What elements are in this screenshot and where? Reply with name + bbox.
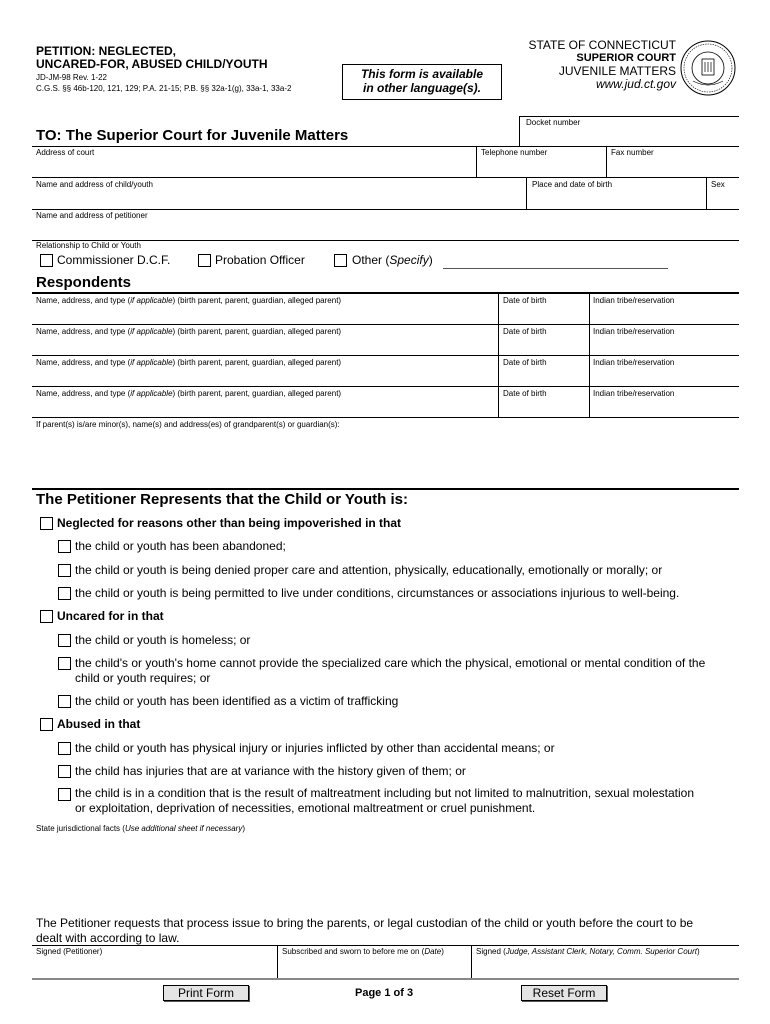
trafficking-label: the child or youth has been identified as a victim of trafficking (75, 694, 399, 708)
commissioner-dcf-checkbox[interactable] (40, 254, 53, 267)
docket-number-field[interactable] (522, 130, 736, 145)
telephone-label: Telephone number (481, 148, 548, 157)
respondent-dob-field[interactable] (500, 337, 586, 354)
subscribed-date-field[interactable] (280, 958, 468, 976)
print-form-button[interactable]: Print Form (163, 985, 249, 1001)
request-text-line2: dealt with according to law. (36, 931, 180, 945)
probation-officer-checkbox[interactable] (198, 254, 211, 267)
physical-injury-checkbox[interactable] (58, 742, 71, 755)
other-relationship-checkbox[interactable] (334, 254, 347, 267)
form-title-line2: UNCARED-FOR, ABUSED CHILD/YOUTH (36, 57, 268, 71)
commissioner-dcf-label: Commissioner D.C.F. (57, 253, 171, 267)
place-date-birth-field[interactable] (529, 190, 703, 208)
court-name: SUPERIOR COURT (576, 52, 676, 64)
maltreatment-label-line2: or exploitation, deprivation of necessities, emotional maltreatment or cruel punishment. (75, 801, 536, 815)
respondent-dob-label: Date of birth (503, 296, 547, 305)
maltreatment-checkbox[interactable] (58, 788, 71, 801)
respondent-tribe-field[interactable] (591, 399, 737, 416)
respondent-dob-field[interactable] (500, 368, 586, 385)
physical-injury-label: the child or youth has physical injury or injuries inflicted by other than accidental means; or (75, 741, 555, 755)
respondent-name-field[interactable] (34, 337, 494, 354)
homeless-checkbox[interactable] (58, 634, 71, 647)
denied-care-checkbox[interactable] (58, 564, 71, 577)
availability-line1: This form is available (360, 67, 484, 81)
docket-number-label: Docket number (526, 118, 581, 127)
fax-field[interactable] (609, 158, 737, 176)
neglected-label: Neglected for reasons other than being impoverished in that (57, 516, 402, 530)
respondent-dob-label: Date of birth (503, 327, 547, 336)
grandparents-label: If parent(s) is/are minor(s), name(s) and address(es) of grandparent(s) or guardian(s): (36, 420, 340, 429)
jurisdiction-label: State jurisdictional facts (Use additional sheet if necessary) (36, 824, 246, 833)
child-name-address-label: Name and address of child/youth (36, 180, 153, 189)
subscribed-date-label: Subscribed and sworn to before me on (Date) (282, 947, 444, 956)
abandoned-checkbox[interactable] (58, 540, 71, 553)
injuries-variance-label: the child has injuries that are at variance with the history given of them; or (75, 764, 466, 778)
respondent-dob-label: Date of birth (503, 358, 547, 367)
signed-official-label: Signed (Judge, Assistant Clerk, Notary, Comm. Superior Court) (476, 947, 700, 956)
denied-care-label: the child or youth is being denied proper care and attention, physically, educationally, emotionally or morally; or (75, 563, 663, 577)
respondent-tribe-label: Indian tribe/reservation (593, 358, 675, 367)
uncared-label: Uncared for in that (57, 609, 164, 623)
place-date-birth-label: Place and date of birth (532, 180, 613, 189)
respondent-tribe-field[interactable] (591, 306, 737, 323)
represents-heading: The Petitioner Represents that the Child or Youth is: (36, 491, 408, 508)
connecticut-seal-icon (679, 39, 737, 97)
signed-petitioner-label: Signed (Petitioner) (36, 947, 103, 956)
homeless-label: the child or youth is homeless; or (75, 633, 251, 647)
fax-label: Fax number (611, 148, 654, 157)
other-relationship-field[interactable] (443, 253, 668, 268)
jurisdiction-field[interactable] (34, 836, 737, 906)
respondent-tribe-label: Indian tribe/reservation (593, 327, 675, 336)
state-name: STATE OF CONNECTICUT (528, 38, 676, 52)
neglected-checkbox[interactable] (40, 517, 53, 530)
respondents-heading: Respondents (36, 274, 132, 291)
respondent-dob-field[interactable] (500, 306, 586, 323)
relationship-label: Relationship to Child or Youth (36, 241, 141, 250)
injurious-conditions-checkbox[interactable] (58, 587, 71, 600)
abused-label: Abused in that (57, 717, 141, 731)
abandoned-label: the child or youth has been abandoned; (75, 539, 286, 553)
respondent-name-label: Name, address, and type (if applicable) (birth parent, parent, guardian, alleged parent) (36, 327, 342, 336)
specialized-care-label-line2: child or youth requires; or (75, 671, 211, 685)
respondent-tribe-label: Indian tribe/reservation (593, 296, 675, 305)
signed-petitioner-field[interactable] (34, 958, 274, 976)
trafficking-checkbox[interactable] (58, 695, 71, 708)
respondent-name-field[interactable] (34, 399, 494, 416)
page-indicator: Page 1 of 3 (355, 987, 414, 999)
respondent-name-label: Name, address, and type (if applicable) (birth parent, parent, guardian, alleged parent) (36, 296, 342, 305)
petitioner-label: Name and address of petitioner (36, 211, 148, 220)
respondent-tribe-label: Indian tribe/reservation (593, 389, 675, 398)
court-header-block (470, 39, 676, 91)
injurious-conditions-label: the child or youth is being permitted to live under conditions, circumstances or associations injurious to well-being. (75, 586, 680, 600)
specialized-care-label-line1: the child's or youth's home cannot provide the specialized care which the physical, emotional or mental condition of the (75, 656, 706, 670)
maltreatment-label-line1: the child is in a condition that is the result of maltreatment including but not limited to malnutrition, sexual molestation (75, 786, 694, 800)
respondent-name-field[interactable] (34, 306, 494, 323)
reset-form-button[interactable]: Reset Form (521, 985, 607, 1001)
abused-checkbox[interactable] (40, 718, 53, 731)
respondent-dob-field[interactable] (500, 399, 586, 416)
specialized-care-checkbox[interactable] (58, 657, 71, 670)
respondent-name-field[interactable] (34, 368, 494, 385)
sex-label: Sex (711, 180, 725, 189)
respondent-name-label: Name, address, and type (if applicable) (birth parent, parent, guardian, alleged parent) (36, 389, 342, 398)
child-name-address-field[interactable] (34, 190, 522, 208)
respondent-tribe-field[interactable] (591, 337, 737, 354)
probation-officer-label: Probation Officer (215, 253, 305, 267)
address-of-court-label: Address of court (36, 148, 95, 157)
signed-official-field[interactable] (474, 958, 737, 976)
petitioner-field[interactable] (34, 221, 737, 239)
website: www.jud.ct.gov (595, 77, 676, 91)
sex-field[interactable] (709, 190, 737, 208)
respondent-dob-label: Date of birth (503, 389, 547, 398)
division-name: JUVENILE MATTERS (558, 64, 676, 78)
telephone-field[interactable] (479, 158, 603, 176)
statutes: C.G.S. §§ 46b-120, 121, 129; P.A. 21-15; P.B. §§ 32a-1(g), 33a-1, 33a-2 (36, 84, 292, 93)
respondent-tribe-field[interactable] (591, 368, 737, 385)
to-heading: TO: The Superior Court for Juvenile Matters (36, 127, 349, 144)
form-number: JD-JM-98 Rev. 1-22 (36, 73, 107, 82)
uncared-checkbox[interactable] (40, 610, 53, 623)
address-of-court-field[interactable] (34, 158, 474, 176)
form-title-line1: PETITION: NEGLECTED, (36, 44, 177, 58)
injuries-variance-checkbox[interactable] (58, 765, 71, 778)
grandparents-field[interactable] (34, 431, 737, 485)
other-relationship-label: Other (Specify) (352, 253, 433, 267)
respondent-name-label: Name, address, and type (if applicable) (birth parent, parent, guardian, alleged parent) (36, 358, 342, 367)
availability-line2: in other language(s). (362, 81, 481, 95)
request-text-line1: The Petitioner requests that process issue to bring the parents, or legal custodian of the child or youth before the court to be (36, 916, 694, 930)
